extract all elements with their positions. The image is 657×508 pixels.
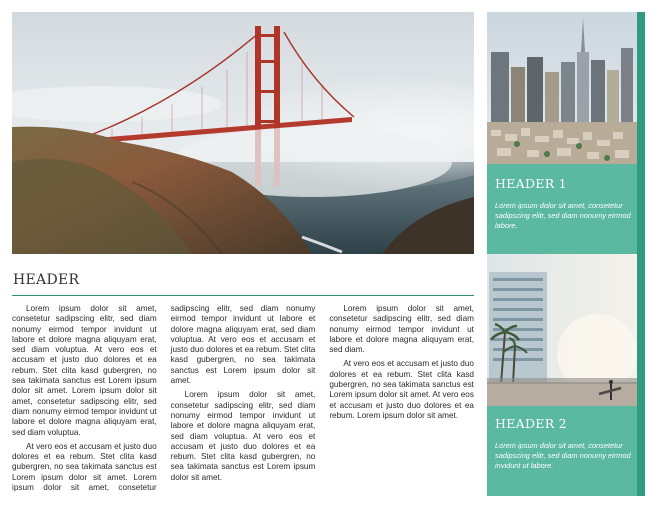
hero-photo	[12, 12, 474, 254]
main-header: HEADER	[13, 272, 80, 288]
body-paragraph: At vero eos et accusam et justo duo dolores et ea rebum. Stet clita kasd gubergren, no sea takimata sanctus est Lorem ipsum dolor sit amet. At vero eos et accusam et justo duo dolores et ea rebum. Lorem ipsum dolor sit amet.	[329, 359, 474, 420]
body-text-columns	[12, 304, 474, 499]
city-skyline-photo	[487, 12, 637, 164]
body-paragraph: Lorem ipsum dolor sit amet, consetetur sadipscing elitr, sed diam nonumy eirmod tempor invidunt ut labore et dolore magna aliquyam erat, sed diam voluptua. At vero eos et accusam et justo duo dolores et ea rebum. Stet clita kasd gubergren, no sea takimata sanctus est Lorem ipsum dolor sit amet.	[170, 390, 316, 482]
accent-edge-strip	[637, 12, 645, 496]
beach-building-photo	[487, 254, 637, 406]
panel-2-text: Lorem ipsum dolor sit amet, consetetur sadipscing elitr, sed diam nonumy eirmod invidunt ut labore.	[495, 441, 631, 471]
body-paragraph: At vero eos et accusam et justo duo dolores et ea rebum. Stet clita kasd gubergren, no sea takimata sanctus est Lorem ipsum dolor sit amet. Lorem ipsum dolor sit amet, consetetur sadipscing elitr, sed diam nonumy eirmod tempor invidunt ut labore et dolore magna aliquyam erat, sed diam voluptua. At vero eos et accusam et justo duo dolores et ea rebum. Stet clita kasd gubergren, no sea takimata sanctus est Lorem ipsum dolor sit amet.	[12, 304, 316, 493]
sidebar-panel-2	[487, 406, 637, 496]
header-divider	[12, 295, 474, 296]
panel-1-text: Lorem ipsum dolor sit amet, consetetur sadipscing elitr, sed diam nonumy eirmod labore.	[495, 201, 631, 231]
sidebar-panel-1	[487, 164, 637, 254]
panel-2-header: HEADER 2	[495, 416, 567, 431]
body-paragraph: Lorem ipsum dolor sit amet, consetetur sadipscing elitr, sed diam nonumy eirmod tempor invidunt ut labore et dolore magna aliquyam erat, sed diam voluptua. At vero eos et accusam et justo duo dolores et ea rebum. Stet clita kasd gubergren, no sea takimata sanctus est Lorem ipsum dolor sit amet. Lorem ipsum dolor sit amet, consetetur sadipscing elitr, sed diam nonumy eirmod tempor invidunt ut labore et dolore magna aliquyam erat, sed diam voluptua.	[12, 304, 157, 437]
sidebar	[487, 12, 637, 496]
body-paragraph: Lorem ipsum dolor sit amet, consetetur sadipscing elitr, sed diam nonumy eirmod tempor invidunt ut labore et dolore magna aliquyam erat, sed diam.	[329, 304, 474, 355]
panel-1-header: HEADER 1	[495, 176, 567, 191]
